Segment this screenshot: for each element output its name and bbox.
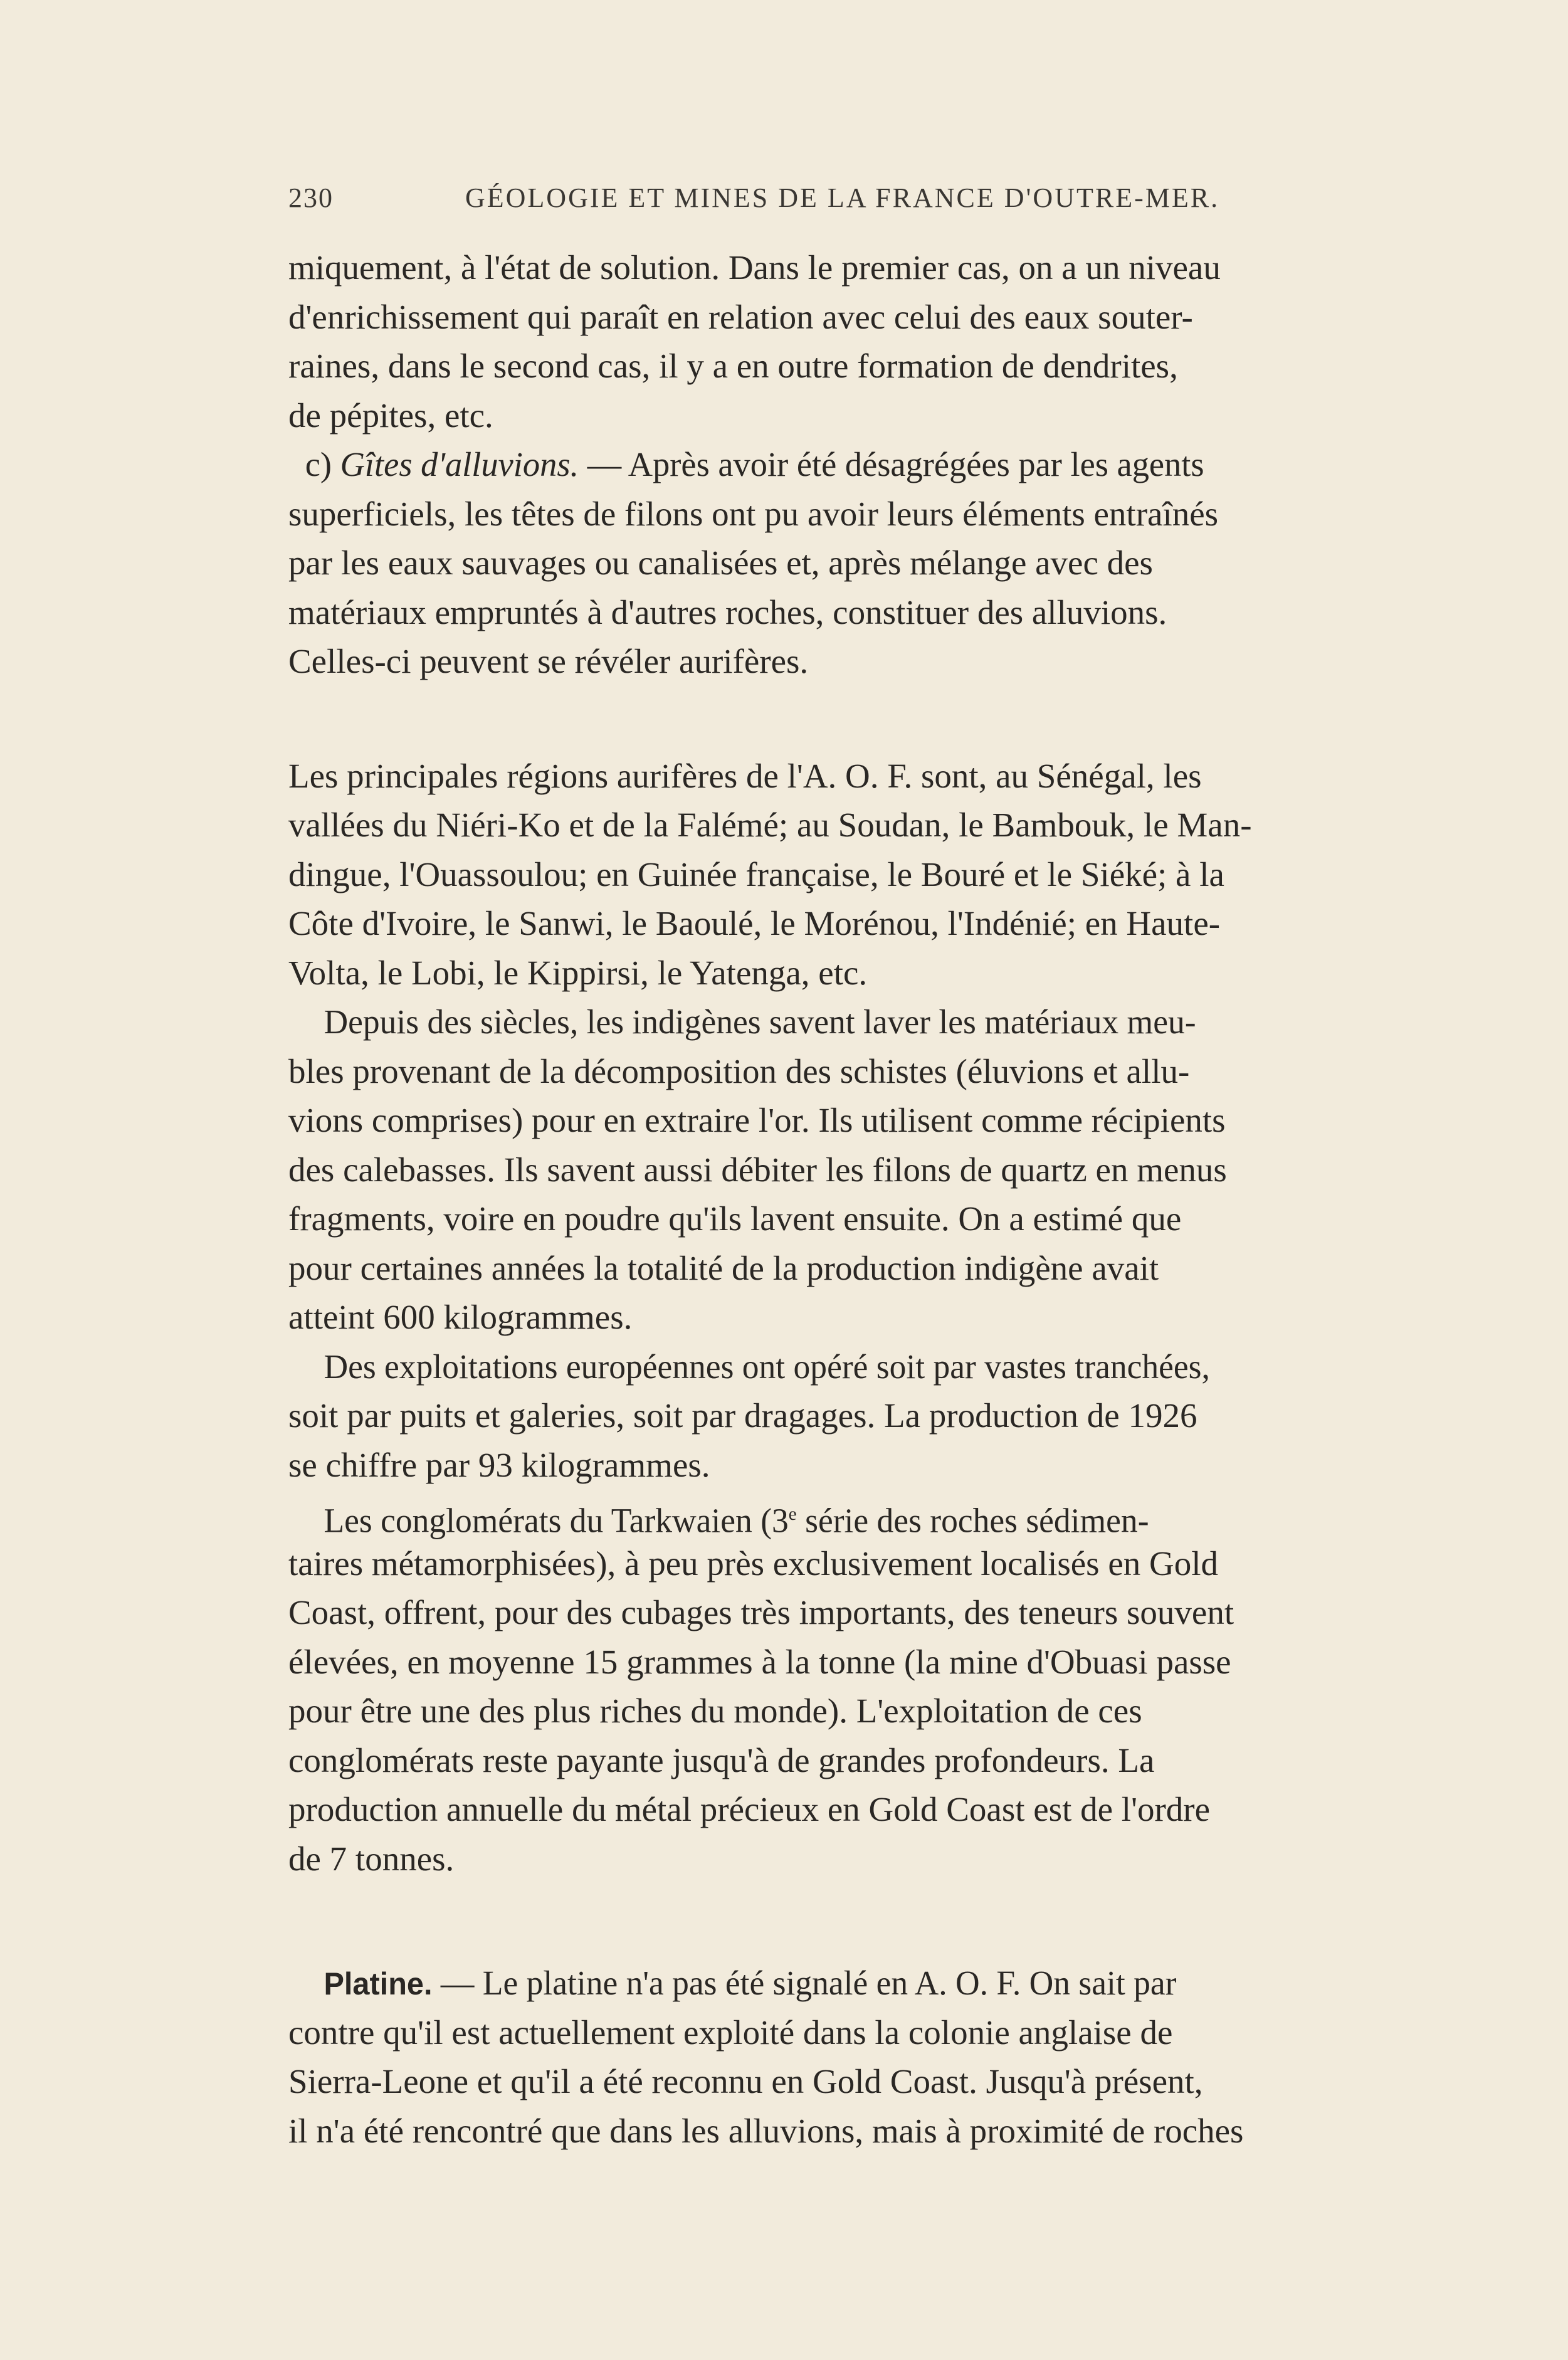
paragraph-tarkwaien: [288, 1490, 1417, 1883]
text-line: Depuis des siècles, les indigènes savent laver les matériaux meu-: [324, 1003, 1196, 1041]
section-heading: Platine.: [324, 1966, 433, 2001]
paragraph-european: [288, 1342, 1417, 1490]
text-line: vallées du Niéri-Ko et de la Falémé; au Soudan, le Bambouk, le Man-: [288, 806, 1252, 844]
page-number: 230: [288, 182, 334, 213]
text-line: contre qu'il est actuellement exploité dans la colonie anglaise de: [288, 2013, 1173, 2052]
text-run: — Le platine n'a pas été signalé en A. O. F. On sait par: [432, 1964, 1177, 2002]
text-line: fragments, voire en poudre qu'ils lavent ensuite. On a estimé que: [288, 1199, 1182, 1238]
section-label: c): [305, 445, 332, 483]
text-line: conglomérats reste payante jusqu'à de grandes profondeurs. La: [288, 1741, 1155, 1779]
text-line: bles provenant de la décomposition des schistes (éluvions et allu-: [288, 1051, 1190, 1090]
text-line: taires métamorphisées), à peu près exclusivement localisés en Gold: [288, 1544, 1218, 1583]
text-line: vions comprises) pour en extraire l'or. Ils utilisent comme récipients: [288, 1101, 1226, 1139]
page-body: [288, 243, 1417, 2156]
text-line: matériaux empruntés à d'autres roches, constituer des alluvions.: [288, 593, 1167, 631]
paragraph-gap: [288, 1883, 1417, 1959]
paragraph-gites-alluvions: [288, 440, 1417, 687]
running-header: [288, 182, 1271, 226]
text-line: atteint 600 kilogrammes.: [288, 1298, 633, 1336]
text-line: de 7 tonnes.: [288, 1839, 455, 1878]
text-run: Les conglomérats du Tarkwaien (3: [324, 1501, 789, 1540]
text-line: Côte d'Ivoire, le Sanwi, le Baoulé, le Morénou, l'Indénié; en Haute-: [288, 904, 1221, 942]
section-heading: Gîtes d'alluvions.: [340, 445, 579, 483]
superscript: e: [788, 1504, 797, 1524]
text-line: [288, 1490, 1422, 1539]
text-line: [288, 440, 1422, 490]
text-line: élevées, en moyenne 15 grammes à la tonne (la mine d'Obuasi passe: [288, 1642, 1231, 1681]
text-line: d'enrichissement qui paraît en relation avec celui des eaux souter-: [288, 297, 1193, 336]
paragraph-regions: [288, 752, 1417, 998]
text-line: Les principales régions aurifères de l'A. O. F. sont, au Sénégal, les: [288, 756, 1202, 795]
paragraph-indigenous: [288, 998, 1417, 1342]
paragraph-platine: [288, 1959, 1417, 2156]
text-line: Sierra-Leone et qu'il a été reconnu en Gold Coast. Jusqu'à présent,: [288, 2062, 1203, 2100]
text-line: Volta, le Lobi, le Kippirsi, le Yatenga, etc.: [288, 953, 868, 992]
text-line: miquement, à l'état de solution. Dans le premier cas, on a un niveau: [288, 248, 1221, 287]
text-line: production annuelle du métal précieux en Gold Coast est de l'ordre: [288, 1790, 1211, 1828]
running-title: GÉOLOGIE ET MINES DE LA FRANCE D'OUTRE-MER.: [465, 182, 1220, 213]
paragraph-gap: [288, 687, 1417, 752]
text-line: soit par puits et galeries, soit par dragages. La production de 1926: [288, 1396, 1197, 1435]
text-line: superficiels, les têtes de filons ont pu avoir leurs éléments entraînés: [288, 494, 1219, 533]
text-line: [288, 1959, 1422, 2008]
text-run: série des roches sédimen-: [796, 1501, 1149, 1540]
text-line: pour être une des plus riches du monde). L'exploitation de ces: [288, 1692, 1142, 1730]
text-line: se chiffre par 93 kilogrammes.: [288, 1445, 710, 1484]
text-line: Des exploitations européennes ont opéré soit par vastes tranchées,: [324, 1347, 1210, 1386]
paragraph-continuation: [288, 243, 1417, 440]
text-line: dingue, l'Ouassoulou; en Guinée française, le Bouré et le Siéké; à la: [288, 855, 1224, 893]
text-line: raines, dans le second cas, il y a en outre formation de dendrites,: [288, 347, 1178, 385]
text-line: Coast, offrent, pour des cubages très importants, des teneurs souvent: [288, 1593, 1234, 1631]
text-line: des calebasses. Ils savent aussi débiter les filons de quartz en menus: [288, 1150, 1227, 1189]
text-line: par les eaux sauvages ou canalisées et, après mélange avec des: [288, 544, 1153, 582]
text-line: de pépites, etc.: [288, 396, 493, 435]
text-line: pour certaines années la totalité de la production indigène avait: [288, 1248, 1159, 1287]
text-line: Celles-ci peuvent se révéler aurifères.: [288, 642, 809, 680]
text-line: il n'a été rencontré que dans les alluvions, mais à proximité de roches: [288, 2111, 1244, 2150]
text-run: — Après avoir été désagrégées par les agents: [587, 445, 1204, 483]
